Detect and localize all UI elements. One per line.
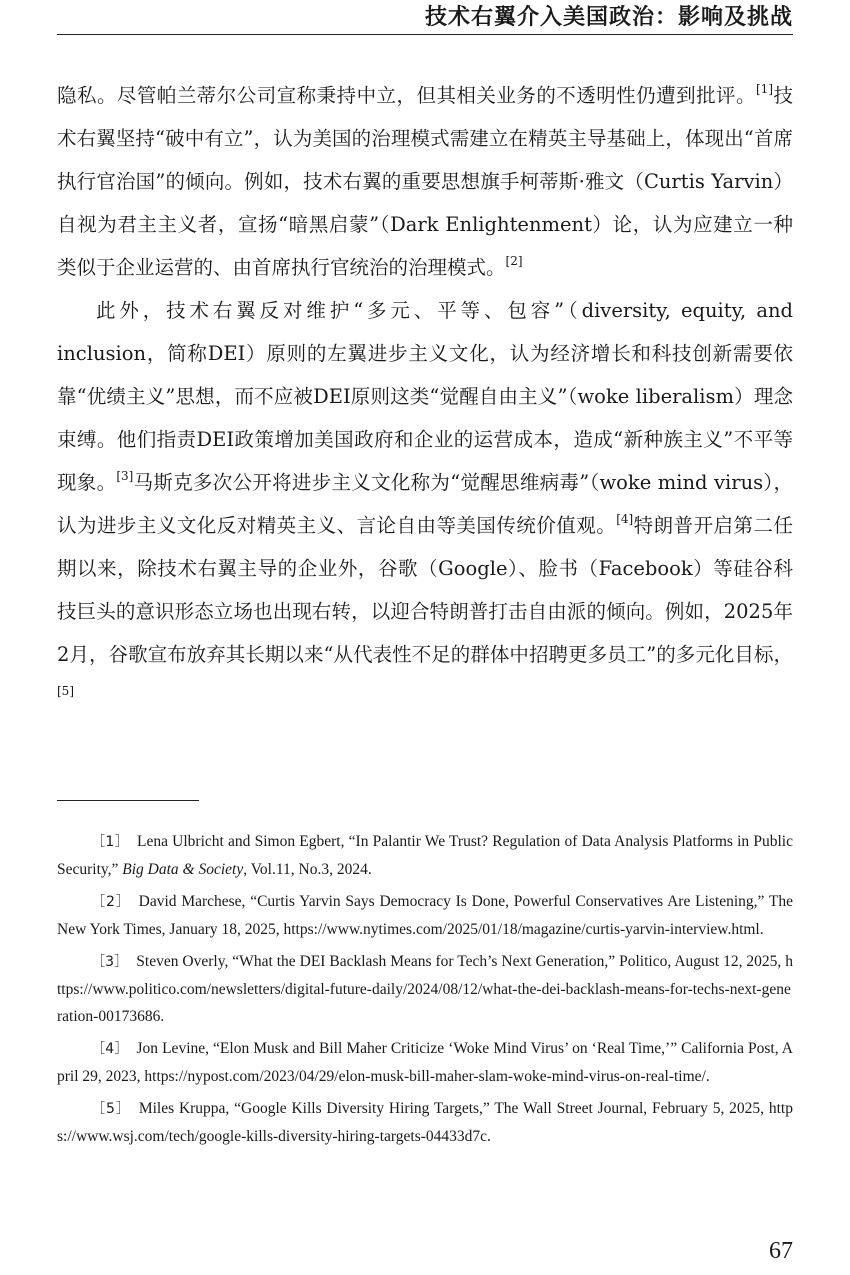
- footnote-number: ［3］: [91, 954, 129, 970]
- footnote-ref-2[interactable]: [2]: [505, 254, 523, 268]
- paragraph-2-text-a: 此外，技术右翼反对维护“多元、平等、包容”（diversity, equity, and inclusion，简称DEI）原则的左翼进步主义文化，认为经济增长和科技创新需要依靠“优绩主义”思想，而不应被DEI原则这类“觉醒自由主义”（woke liberalism）理念束缚。他们指责DEI政策增加美国政府和企业的运营成本，造成“新种族主义”不平等现象。: [57, 299, 793, 494]
- footnote-journal: Big Data & Society: [122, 861, 244, 878]
- footnote-number: ［1］: [91, 834, 129, 850]
- footnote-number: ［2］: [91, 894, 131, 910]
- footnote-5: [57, 1095, 793, 1150]
- paragraph-1-text-b: 技术右翼坚持“破中有立”，认为美国的治理模式需建立在精英主导基础上，体现出“首席执行官治国”的倾向。例如，技术右翼的重要思想旗手柯蒂斯·雅文（Curtis Yarvin）自视为君主主义者，宣扬“暗黑启蒙”（Dark Enlightenment）论，认为应建立一种类似于企业运营的、由首席执行官统治的治理模式。: [57, 84, 793, 279]
- footnote-text: Lena Ulbricht and Simon Egbert, “In Palantir We Trust? Regulation of Data Analysis Platforms in Public Security,”: [57, 833, 793, 878]
- footnote-ref-3[interactable]: [3]: [116, 469, 134, 483]
- paragraph-2-text-c: 特朗普开启第二任期以来，除技术右翼主导的企业外，谷歌（Google）、脸书（Facebook）等硅谷科技巨头的意识形态立场也出现右转，以迎合特朗普打击自由派的倾向。例如，2025年2月，谷歌宣布放弃其长期以来“从代表性不足的群体中招聘更多员工”的多元化目标，: [57, 514, 793, 666]
- footnote-3: [57, 948, 793, 1030]
- footnote-text: David Marchese, “Curtis Yarvin Says Democracy Is Done, Powerful Conservatives Are Listening,” The New York Times, January 18, 2025, https://www.nytimes.com/2025/01/18/magazine/curtis-yarvin-interview.html.: [57, 893, 793, 938]
- footnote-text: Steven Overly, “What the DEI Backlash Means for Tech’s Next Generation,” Politico, August 12, 2025, https://www.politico.com/newsletters/digital-future-daily/2024/08/12/what-the-dei-backlash-means-for-techs-next-generation-00173686.: [57, 953, 793, 1025]
- footnote-1: [57, 828, 793, 883]
- footnote-2: [57, 888, 793, 943]
- paragraph-2: [57, 289, 793, 719]
- paragraph-1: [57, 74, 793, 289]
- footnote-divider: [57, 800, 199, 801]
- footnote-number: ［4］: [91, 1041, 129, 1057]
- page-number: 67: [769, 1238, 793, 1264]
- footnote-text-end: , Vol.11, No.3, 2024.: [243, 861, 372, 878]
- footnote-text: Miles Kruppa, “Google Kills Diversity Hiring Targets,” The Wall Street Journal, February 5, 2025, https://www.wsj.com/tech/google-kills-diversity-hiring-targets-04433d7c.: [57, 1100, 793, 1145]
- footnote-ref-1[interactable]: [1]: [756, 82, 773, 96]
- body-text: [57, 74, 793, 719]
- footnote-number: ［5］: [91, 1101, 131, 1117]
- footnote-4: [57, 1035, 793, 1090]
- footnote-ref-5[interactable]: [5]: [57, 684, 74, 698]
- footnote-text: Jon Levine, “Elon Musk and Bill Maher Criticize ‘Woke Mind Virus’ on ‘Real Time,’” California Post, April 29, 2023, https://nypost.com/2023/04/29/elon-musk-bill-maher-slam-woke-mind-virus-on-real-time/.: [57, 1040, 793, 1085]
- footnote-ref-4[interactable]: [4]: [616, 512, 634, 526]
- footnotes: [57, 828, 793, 1155]
- paragraph-2-text-b: 马斯克多次公开将进步主义文化称为“觉醒思维病毒”（woke mind virus），认为进步主义文化反对精英主义、言论自由等美国传统价值观。: [57, 471, 793, 537]
- running-header: 技术右翼介入美国政治：影响及挑战: [57, 0, 793, 35]
- paragraph-1-text-a: 隐私。尽管帕兰蒂尔公司宣称秉持中立，但其相关业务的不透明性仍遭到批评。: [57, 84, 756, 107]
